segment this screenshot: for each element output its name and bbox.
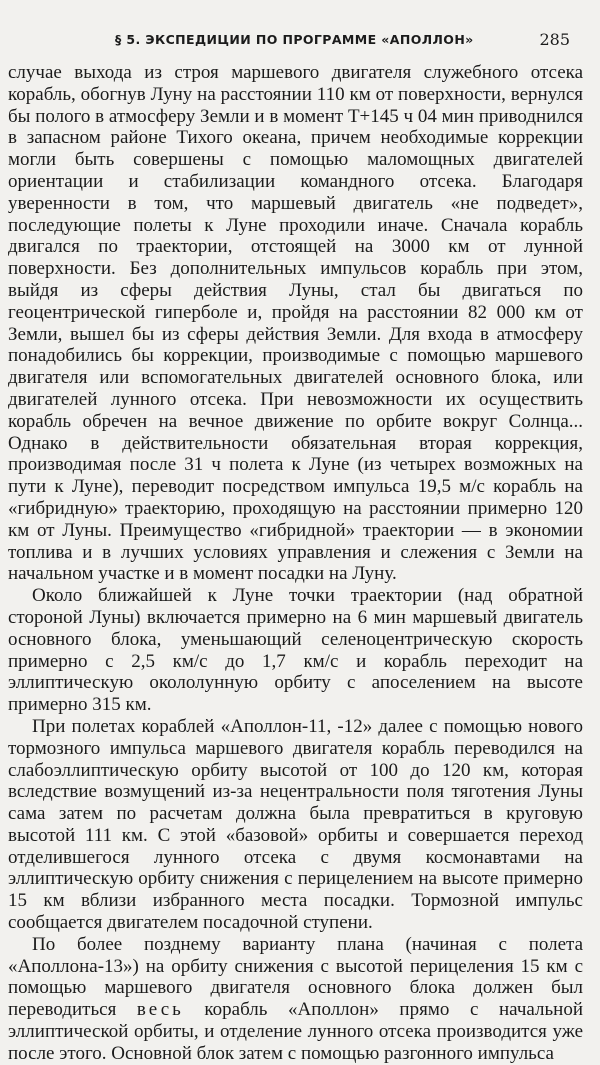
body-text: [8, 62, 583, 1065]
paragraph-4-end: корабль «Аполлон» прямо с начальной эллиптической орбиты, и отделение лунного отсека производится уже после этого. Основной блок затем с помощью разгонного импульса: [8, 999, 583, 1064]
page-number: 285: [539, 30, 570, 49]
emphasized-word: весь: [136, 999, 184, 1021]
paragraph-1: случае выхода из строя маршевого двигателя служебного отсека корабль, обогнув Луну на расстоянии 110 км от поверхности, вернулся бы полого в атмосферу Земли и в момент T+145 ч 04 мин приводнился в запасном районе Тихого океана, причем необходимые коррекции могли быть совершены с помощью маломощных двигателей ориентации и стабилизации командного отсека. Благодаря уверенности в том, что маршевый двигатель «не подведет», последующие полеты к Луне проходили иначе. Сначала корабль двигался по траектории, отстоящей на 3000 км от лунной поверхности. Без дополнительных импульсов корабль при этом, выйдя из сферы действия Луны, стал бы двигаться по геоцентрической гиперболе и, пройдя на расстоянии 82 000 км от Земли, вышел бы из сферы действия Земли. Для входа в атмосферу понадобились бы коррекции, производимые с помощью маршевого двигателя или вспомогательных двигателей основного блока, или двигателей лунного отсека. При невозможности их осуществить корабль обречен на вечное движение по орбите вокруг Солнца... Однако в действительности обязательная вторая коррекция, производимая после 31 ч полета к Луне (из четырех возможных на пути к Луне), переводит посредством импульса 19,5 м/с корабль на «гибридную» траекторию, проходящую на расстоянии примерно 120 км от Луны. Преимущество «гибридной» траектории — в экономии топлива и в лучших условиях управления и слежения с Земли на начальном участке и в момент посадки на Луну.: [8, 62, 583, 585]
paragraph-2: Около ближайшей к Луне точки траектории (над обратной стороной Луны) включается примерно на 6 мин маршевый двигатель основного блока, уменьшающий селеноцентрическую скорость примерно с 2,5 км/с до 1,7 км/с и корабль переходит на эллиптическую окололунную орбиту с апоселением на высоте примерно 315 км.: [8, 585, 583, 716]
running-head: § 5. ЭКСПЕДИЦИИ ПО ПРОГРАММЕ «АПОЛЛОН»: [115, 32, 474, 47]
paragraph-4: [8, 934, 583, 1065]
paragraph-4-start: По более позднему варианту плана (начиная с полета «Аполлона-13») на орбиту снижения с высотой перицеления 15 км с помощью маршевого двигателя основного блока должен был переводиться: [8, 933, 583, 1021]
page-header: [30, 30, 570, 54]
paragraph-3: При полетах кораблей «Аполлон-11, -12» далее с помощью нового тормозного импульса маршевого двигателя корабль переводился на слабоэллиптическую орбиту высотой от 100 до 120 км, которая вследствие возмущений из-за нецентральности поля тяготения Луны сама затем по расчетам должна была превратиться в круговую высотой 111 км. С этой «базовой» орбиты и совершается переход отделившегося лунного отсека с двумя космонавтами на эллиптическую орбиту снижения с перицелением на высоте примерно 15 км вблизи избранного места посадки. Тормозной импульс сообщается двигателем посадочной ступени.: [8, 715, 583, 934]
